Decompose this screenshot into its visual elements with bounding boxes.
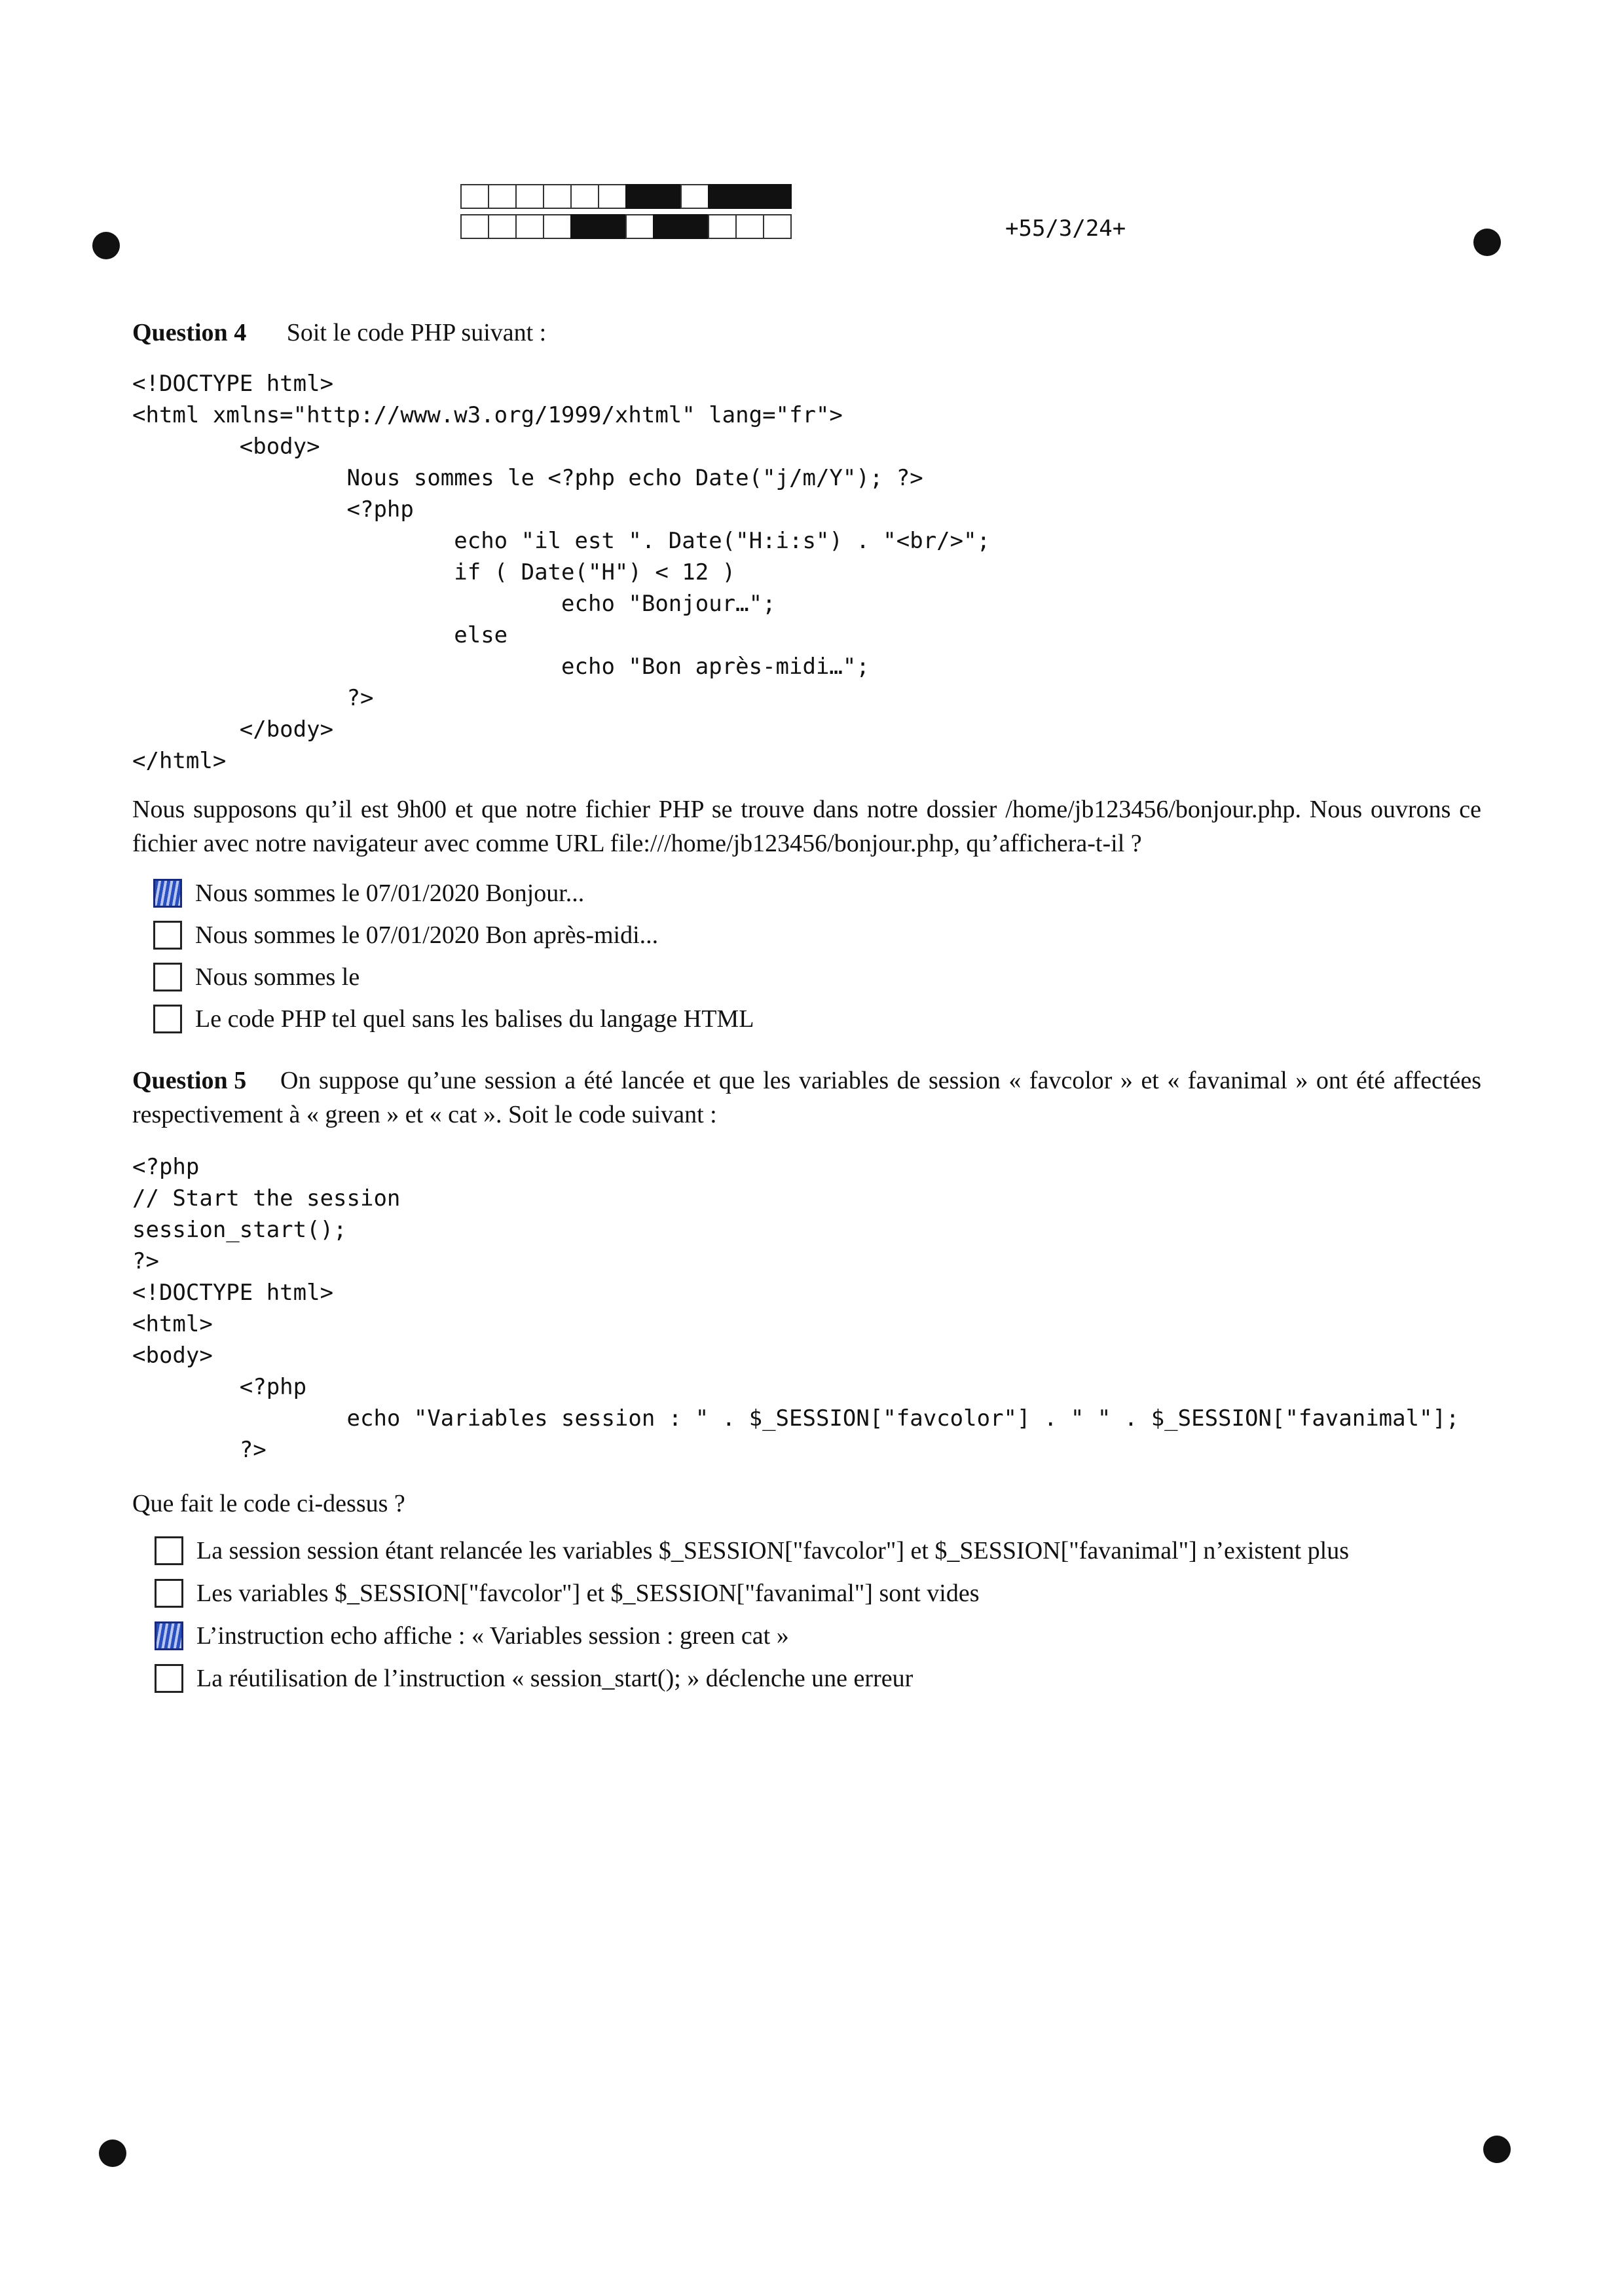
- code-line: ?>: [132, 1437, 267, 1463]
- id-code-cell: [763, 184, 792, 209]
- question-4-text: Nous supposons qu’il est 9h00 et que notre fichier PHP se trouve dans notre dossier /home/jb123456/bonjour.php. Nous ouvrons ce fichier avec notre navigateur avec comme URL file:///home/jb123456/bonjour.php, qu’affichera-t-il ?: [132, 796, 1481, 857]
- id-code-cell: [598, 214, 627, 239]
- question-5-code-block: [132, 1151, 1460, 1466]
- code-line: </html>: [132, 748, 227, 774]
- question-5-text: Que fait le code ci-dessus ?: [132, 1490, 405, 1517]
- id-code-cell: [488, 214, 517, 239]
- id-code-cell: [735, 214, 764, 239]
- answer-option[interactable]: [155, 1536, 1349, 1565]
- answer-option-label: Nous sommes le 07/01/2020 Bonjour...: [195, 880, 585, 907]
- code-line: <body>: [132, 1342, 213, 1369]
- id-code-cell: [598, 184, 627, 209]
- code-line: if ( Date("H") < 12 ): [132, 559, 736, 585]
- student-id-code-row-1: [460, 184, 790, 209]
- code-line: <body>: [132, 434, 320, 460]
- answer-option[interactable]: [155, 1579, 980, 1608]
- code-line: <?php: [132, 1154, 200, 1180]
- id-code-cell: [763, 214, 792, 239]
- id-code-cell: [680, 184, 709, 209]
- code-line: session_start();: [132, 1217, 347, 1243]
- question-5-number: Question 5: [132, 1067, 247, 1094]
- id-code-cell: [543, 214, 572, 239]
- answer-option-label: L’instruction echo affiche : « Variables session : green cat »: [196, 1622, 789, 1650]
- id-code-cell: [680, 214, 709, 239]
- code-line: echo "Variables session : " . $_SESSION["favcolor"] . " " . $_SESSION["favanimal"];: [132, 1405, 1460, 1432]
- id-code-cell: [708, 214, 737, 239]
- code-line: <html>: [132, 1311, 213, 1337]
- code-line: else: [132, 622, 508, 648]
- code-line: <?php: [132, 1374, 307, 1400]
- id-code-cell: [625, 184, 654, 209]
- id-code-cell: [735, 184, 764, 209]
- id-code-cell: [708, 184, 737, 209]
- answer-option-label: La session session étant relancée les variables $_SESSION["favcolor"] et $_SESSION["favanimal"] n’existent plus: [196, 1537, 1350, 1565]
- checkbox[interactable]: [153, 921, 182, 950]
- id-code-cell: [488, 184, 517, 209]
- question-4-header: [132, 316, 546, 350]
- question-4-code-block: [132, 368, 990, 777]
- page-identifier: +55/3/24+: [1005, 215, 1126, 242]
- answer-option[interactable]: [155, 1664, 913, 1693]
- id-code-cell: [570, 214, 599, 239]
- answer-option[interactable]: [155, 1621, 789, 1650]
- answer-option-label: Nous sommes le: [195, 963, 360, 991]
- id-code-cell: [515, 214, 544, 239]
- question-4-number: Question 4: [132, 319, 247, 346]
- checkbox[interactable]: [153, 963, 182, 991]
- id-code-cell: [570, 184, 599, 209]
- code-line: <html xmlns="http://www.w3.org/1999/xhtml" lang="fr">: [132, 402, 843, 428]
- id-code-cell: [653, 184, 682, 209]
- code-line: <?php: [132, 496, 414, 523]
- id-code-cell: [653, 214, 682, 239]
- registration-mark-top-right: [1473, 229, 1501, 256]
- id-code-cell: [543, 184, 572, 209]
- id-code-cell: [460, 214, 489, 239]
- checkbox[interactable]: [155, 1579, 183, 1608]
- checkbox[interactable]: [153, 1005, 182, 1033]
- checkbox-checked[interactable]: [153, 879, 182, 908]
- id-code-cell: [625, 214, 654, 239]
- answer-option[interactable]: [153, 1005, 754, 1033]
- id-code-cell: [460, 184, 489, 209]
- registration-mark-bottom-right: [1483, 2136, 1511, 2163]
- id-code-cell: [515, 184, 544, 209]
- registration-mark-bottom-left: [99, 2139, 126, 2167]
- answer-option-label: Le code PHP tel quel sans les balises du langage HTML: [195, 1005, 754, 1033]
- code-line: <!DOCTYPE html>: [132, 371, 334, 397]
- answer-option[interactable]: [153, 879, 584, 908]
- question-5-intro: On suppose qu’une session a été lancée et que les variables de session « favcolor » et « favanimal » ont été affectées respectivement à « green » et « cat ». Soit le code suivant :: [132, 1067, 1481, 1128]
- answer-option-label: Nous sommes le 07/01/2020 Bon après-midi...: [195, 921, 659, 949]
- registration-mark-top-left: [92, 232, 120, 259]
- answer-option[interactable]: [153, 963, 360, 991]
- code-line: echo "Bonjour…";: [132, 591, 776, 617]
- code-line: ?>: [132, 1248, 159, 1274]
- code-line: Nous sommes le <?php echo Date("j/m/Y"); ?>: [132, 465, 923, 491]
- code-line: // Start the session: [132, 1185, 401, 1212]
- code-line: </body>: [132, 716, 334, 743]
- checkbox-checked[interactable]: [155, 1621, 183, 1650]
- student-id-code-row-2: [460, 214, 790, 239]
- code-line: ?>: [132, 685, 374, 711]
- code-line: <!DOCTYPE html>: [132, 1280, 334, 1306]
- answer-option-label: Les variables $_SESSION["favcolor"] et $_SESSION["favanimal"] sont vides: [196, 1580, 980, 1607]
- code-line: echo "Bon après-midi…";: [132, 654, 870, 680]
- question-4-intro: Soit le code PHP suivant :: [286, 319, 547, 346]
- code-line: echo "il est ". Date("H:i:s") . "<br/>";: [132, 528, 991, 554]
- answer-option-label: La réutilisation de l’instruction « session_start(); » déclenche une erreur: [196, 1665, 913, 1692]
- checkbox[interactable]: [155, 1664, 183, 1693]
- answer-option[interactable]: [153, 921, 658, 950]
- checkbox[interactable]: [155, 1536, 183, 1565]
